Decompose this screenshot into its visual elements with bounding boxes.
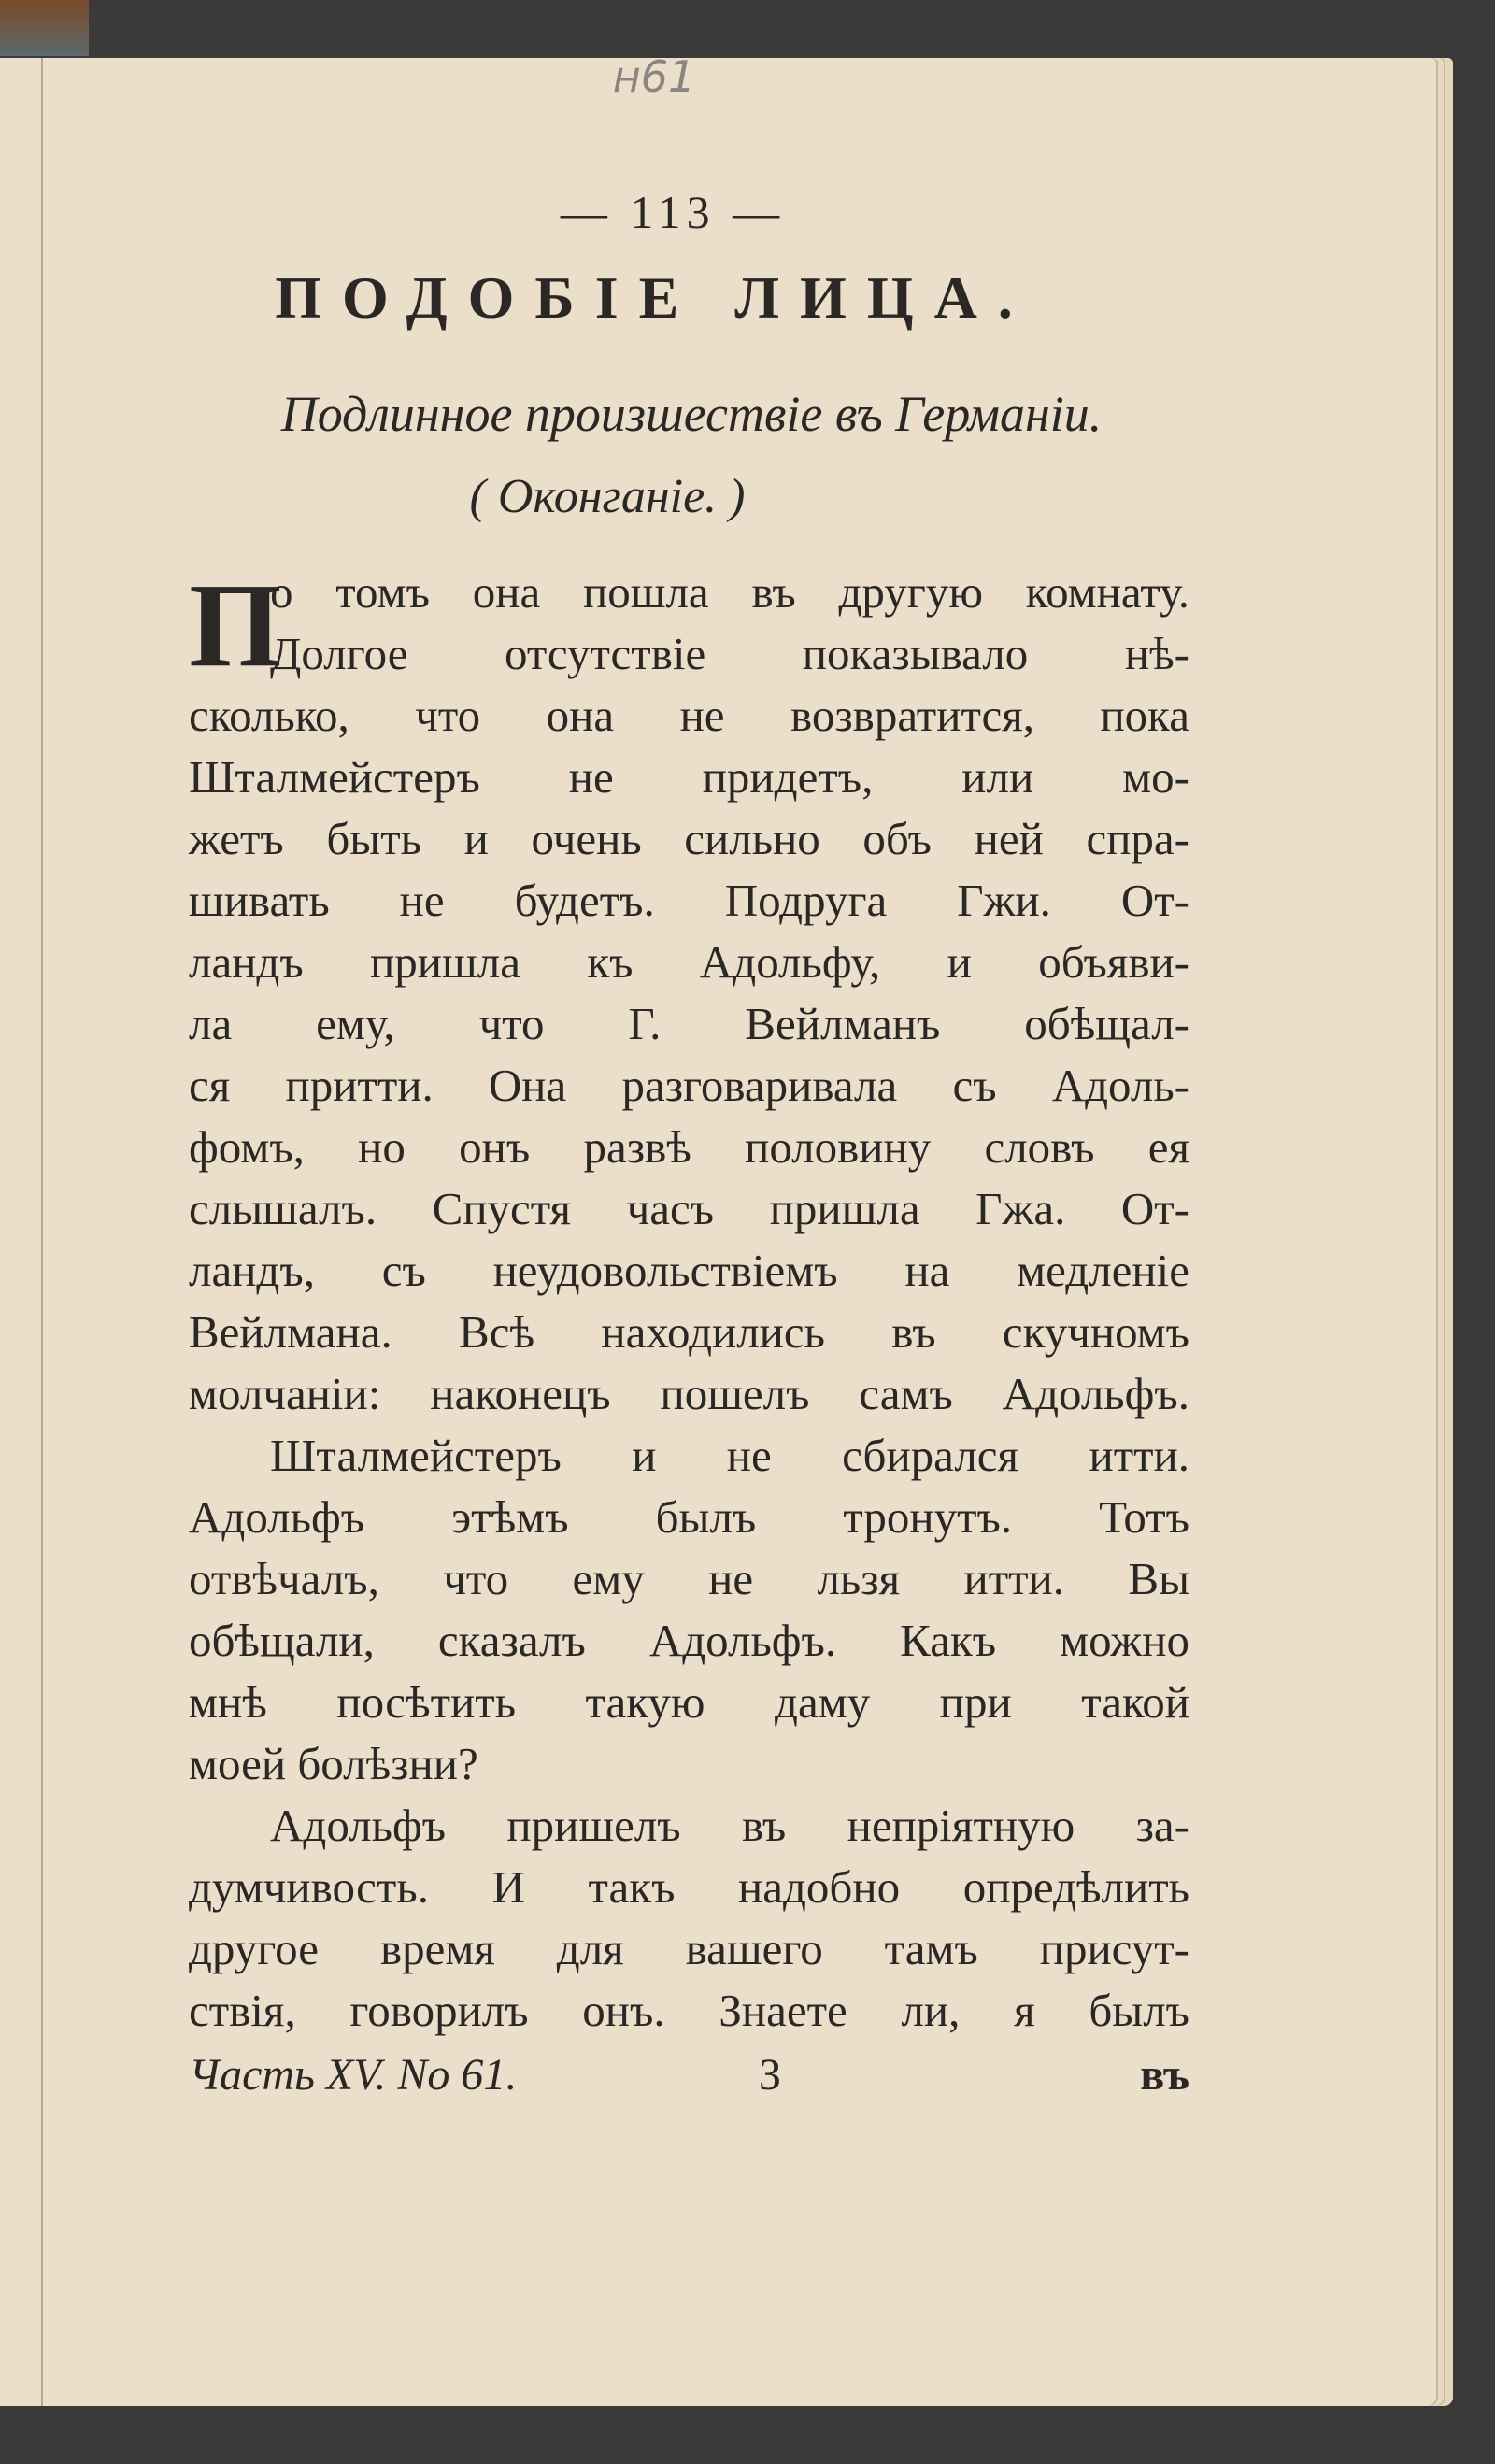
text-line: Адольфъ пришелъ въ непріятную за- [270, 1800, 1189, 1851]
text-line: сколько, что она не возвратится, пока [189, 690, 1189, 741]
drop-cap: П [189, 559, 282, 691]
text-line: Шталмейстеръ и не сбирался итти. [270, 1430, 1189, 1481]
book-spine [0, 0, 89, 56]
text-line: Вейлмана. Всѣ находились въ скучномъ [189, 1306, 1189, 1358]
text-line: мнѣ посѣтить такую даму при такой [189, 1676, 1189, 1728]
text-line: ствія, говорилъ онъ. Знаете ли, я былъ [189, 1985, 1189, 2036]
text-line: Долгое отсутствіе показывало нѣ- [270, 628, 1189, 679]
catchword: въ [1140, 2050, 1189, 2100]
text-line: ла ему, что Г. Вейлманъ обѣщал- [189, 998, 1189, 1049]
text-line: другое время для вашего тамъ присут- [189, 1923, 1189, 1974]
text-line: ся притти. Она разговаривала съ Адоль- [189, 1060, 1189, 1111]
text-line: ландъ пришла къ Адольфу, и объяви- [189, 936, 1189, 988]
text-line: жетъ быть и очень сильно объ ней спра- [189, 813, 1189, 864]
text-line: Адольфъ этѣмъ былъ тронутъ. Тотъ [189, 1491, 1189, 1543]
continuation-note: ( Оконганіе. ) [469, 470, 746, 523]
text-line: фомъ, но онъ развѣ половину словъ ея [189, 1121, 1189, 1173]
sheet-mark: З [759, 2050, 782, 2100]
text-line: о томъ она пошла въ другую комнату. [270, 566, 1189, 618]
text-line: обѣщали, сказалъ Адольфъ. Какъ можно [189, 1615, 1189, 1666]
text-line: думчивость. И такъ надобно опредѣлить [189, 1861, 1189, 1913]
chapter-title: ПОДОБІЕ ЛИЦА. [275, 264, 1033, 331]
text-line: моей болѣзни? [189, 1738, 478, 1789]
page-fold-line [41, 58, 43, 2406]
text-line: шивать не будетъ. Подруга Гжи. От- [189, 875, 1189, 926]
text-line: ландъ, съ неудовольствіемъ на медленіе [189, 1245, 1189, 1296]
text-line: отвѣчалъ, что ему не льзя итти. Вы [189, 1553, 1189, 1604]
chapter-subtitle: Подлинное произшествіе въ Германіи. [280, 386, 1103, 442]
page-footer [189, 2044, 1189, 2106]
signature-line: Часть XV. No 61. [189, 2050, 518, 2100]
text-line: Шталмейстеръ не придетъ, или мо- [189, 751, 1189, 803]
page-number: — 113 — [560, 186, 786, 238]
body-text [189, 559, 1189, 2042]
handwritten-annotation: н61 [612, 51, 696, 102]
text-line: слышалъ. Спустя часъ пришла Гжа. От- [189, 1183, 1189, 1234]
text-line: молчаніи: наконецъ пошелъ самъ Адольфъ. [189, 1368, 1189, 1419]
